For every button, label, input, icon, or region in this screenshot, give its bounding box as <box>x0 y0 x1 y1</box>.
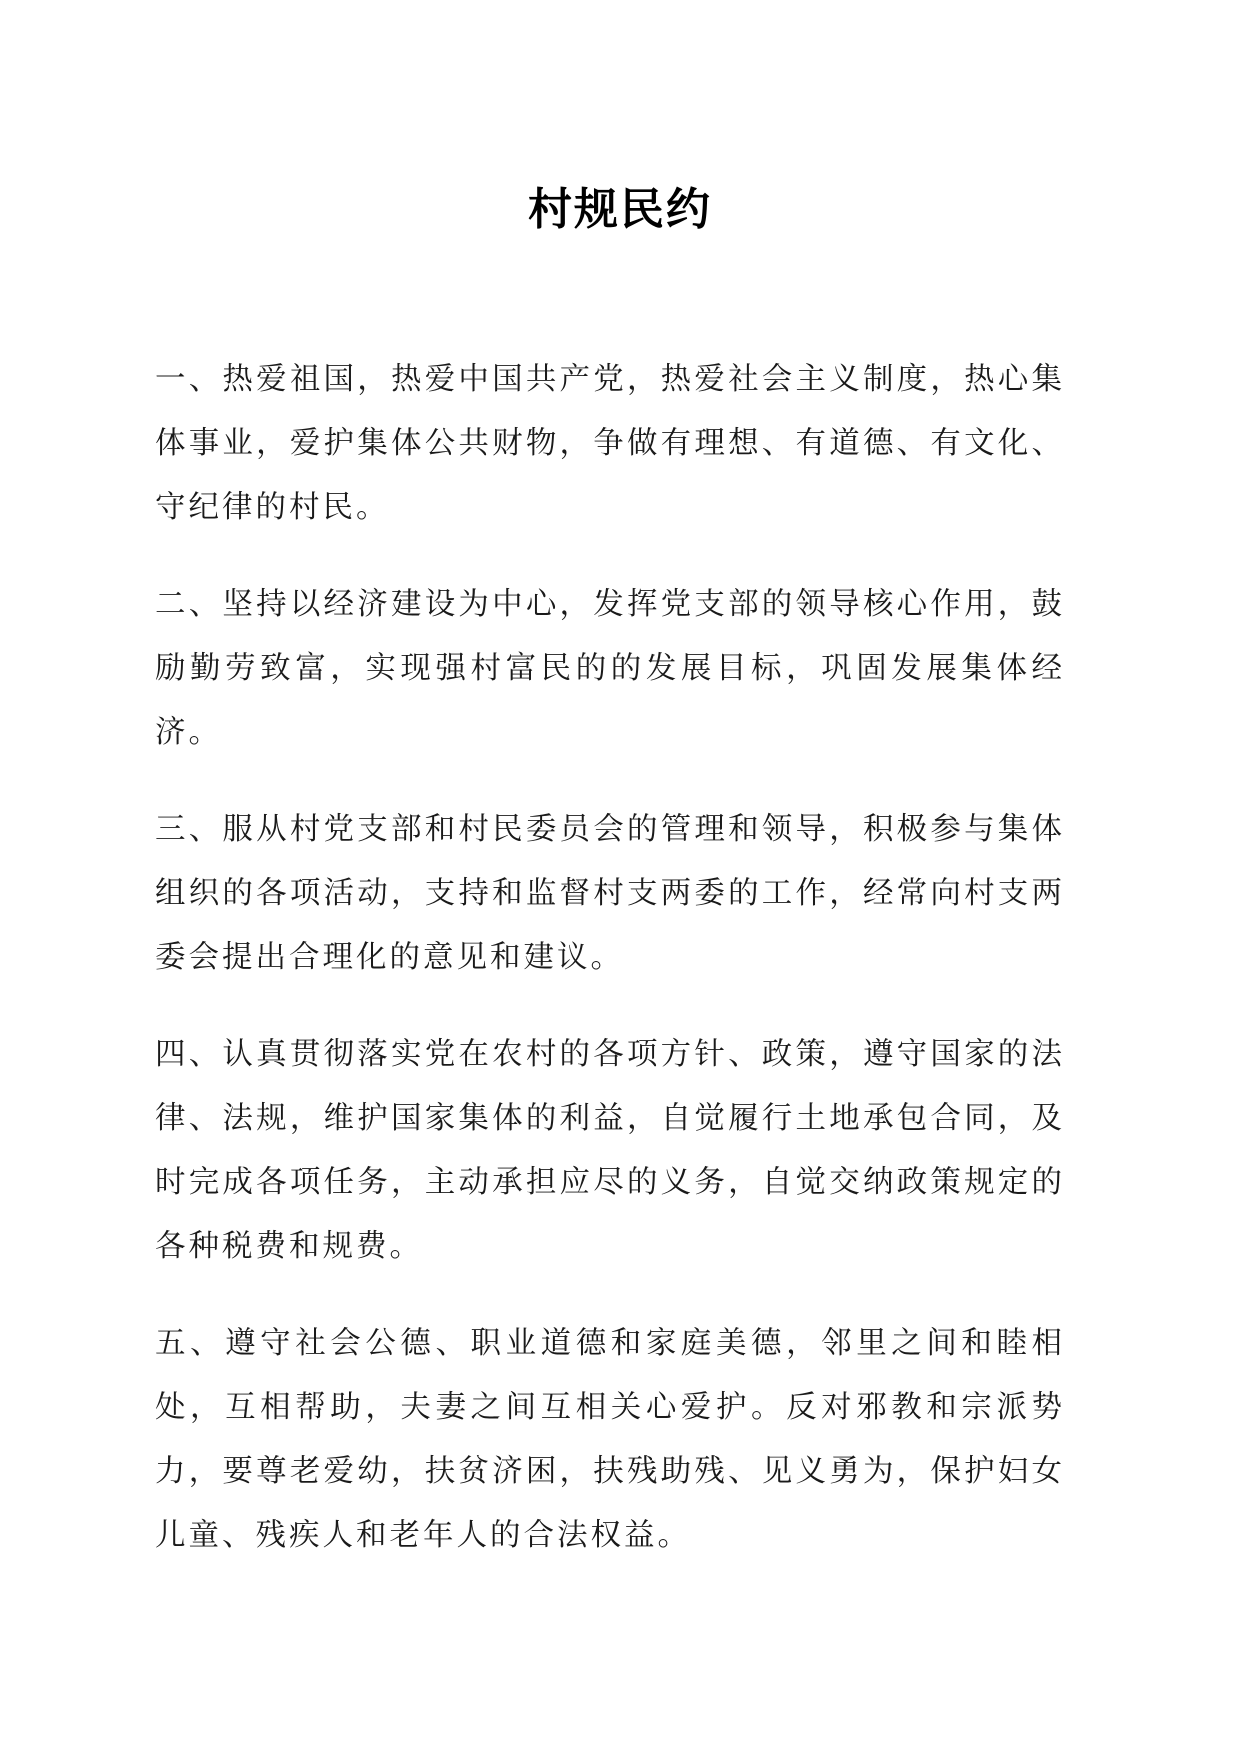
article-2: 二、坚持以经济建设为中心，发挥党支部的领导核心作用，鼓励勤劳致富，实现强村富民的的发展目标，巩固发展集体经济。 <box>155 587 1065 750</box>
article-3: 三、服从村党支部和村民委员会的管理和领导，积极参与集体组织的各项活动，支持和监督村支两委的工作，经常向村支两委会提出合理化的意见和建议。 <box>155 812 1065 975</box>
article-4: 四、认真贯彻落实党在农村的各项方针、政策，遵守国家的法律、法规，维护国家集体的利益，自觉履行土地承包合同，及时完成各项任务，主动承担应尽的义务，自觉交纳政策规定的各种税费和规费。 <box>155 1037 1065 1264</box>
article-list <box>155 348 1065 1601</box>
article-1: 一、热爱祖国，热爱中国共产党，热爱社会主义制度，热心集体事业，爱护集体公共财物，争做有理想、有道德、有文化、守纪律的村民。 <box>155 362 1065 525</box>
page-title: 村规民约 <box>528 184 712 235</box>
article-5: 五、遵守社会公德、职业道德和家庭美德，邻里之间和睦相处，互相帮助，夫妻之间互相关心爱护。反对邪教和宗派势力，要尊老爱幼，扶贫济困，扶残助残、见义勇为，保护妇女儿童、残疾人和老年人的合法权益。 <box>155 1326 1065 1553</box>
